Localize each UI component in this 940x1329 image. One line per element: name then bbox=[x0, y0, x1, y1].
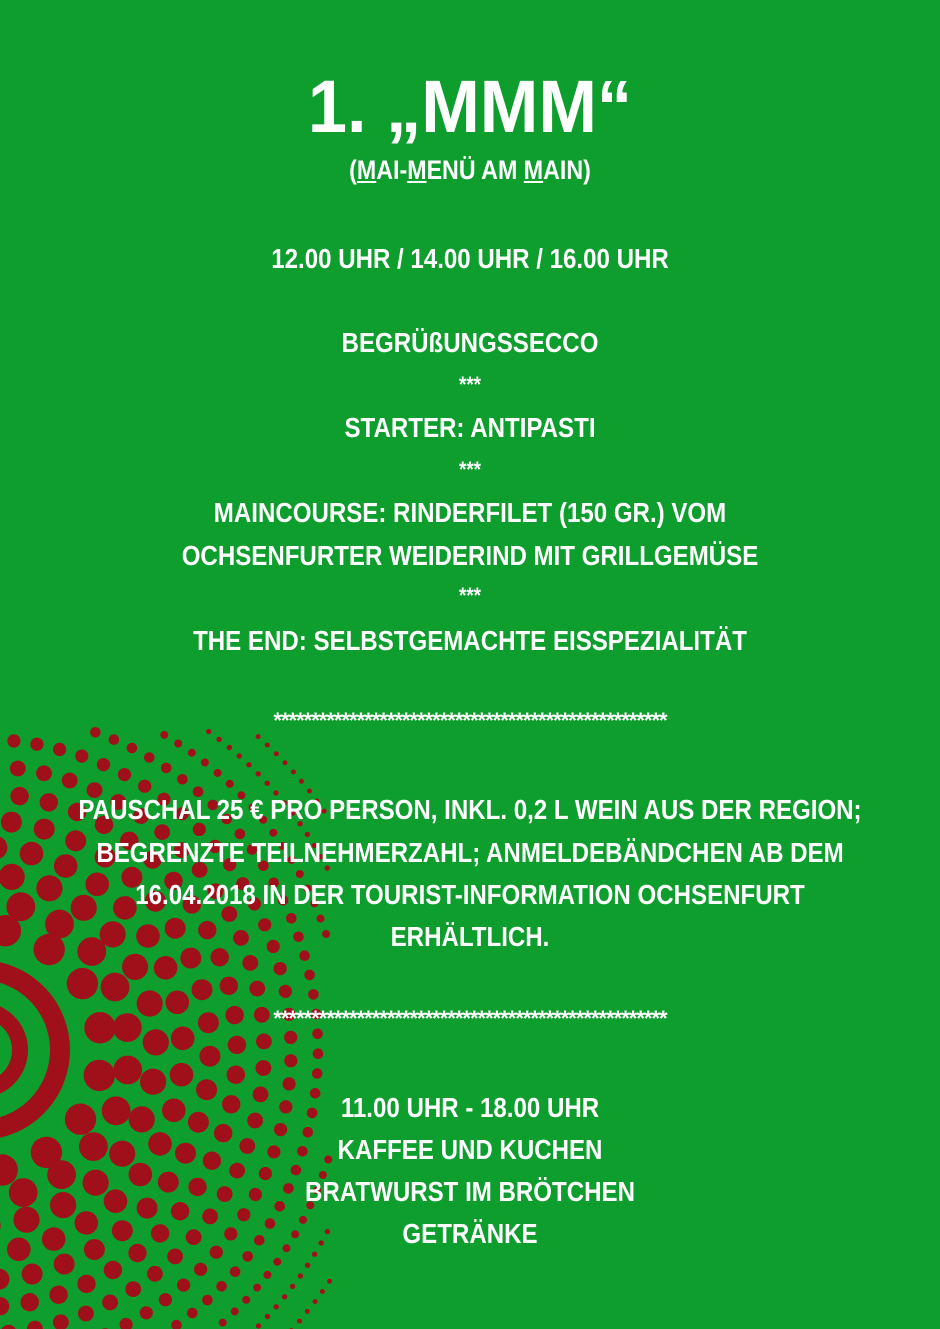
course-dessert: THE END: SELBSTGEMACHTE EISSPEZIALITÄT bbox=[193, 625, 747, 656]
red-dot bbox=[159, 1293, 172, 1306]
red-dot bbox=[279, 985, 292, 998]
red-dot bbox=[265, 781, 270, 786]
red-dot bbox=[199, 1046, 220, 1067]
red-dot bbox=[9, 1178, 38, 1207]
red-dot bbox=[264, 1271, 272, 1279]
red-dot bbox=[256, 1034, 272, 1050]
red-dot bbox=[220, 977, 238, 995]
red-dot bbox=[290, 1284, 295, 1289]
red-dot bbox=[170, 1063, 194, 1087]
dot-ring bbox=[0, 970, 60, 1130]
red-dot bbox=[109, 734, 120, 745]
red-dot bbox=[299, 779, 304, 784]
red-dot bbox=[53, 743, 66, 756]
red-dot bbox=[167, 1249, 183, 1265]
red-dot bbox=[283, 760, 288, 765]
red-dot bbox=[78, 1306, 94, 1322]
red-dot bbox=[242, 955, 258, 971]
red-dot bbox=[1, 1325, 17, 1329]
info-line-3: 16.04.2018 IN DER TOURIST-INFORMATION OCHSENFURT bbox=[135, 879, 805, 910]
red-dot bbox=[256, 734, 261, 739]
red-dot bbox=[265, 743, 270, 748]
red-dot bbox=[297, 1319, 302, 1324]
red-dot bbox=[226, 780, 234, 788]
red-dot bbox=[42, 1227, 66, 1251]
red-dot bbox=[21, 1293, 39, 1311]
red-dot bbox=[143, 1029, 169, 1055]
course-separator: *** bbox=[458, 372, 482, 397]
red-dot bbox=[154, 956, 178, 980]
red-dot bbox=[138, 780, 151, 793]
course-main-line-2: OCHSENFURTER WEIDERIND MIT GRILLGEMÜSE bbox=[181, 540, 759, 571]
info-line-2: BEGRENZTE TEILNEHMERZAHL; ANMELDEBÄNDCHEN AB DEM bbox=[96, 837, 844, 868]
red-dot bbox=[313, 1299, 318, 1304]
red-dot bbox=[144, 752, 155, 763]
red-dot bbox=[216, 1281, 227, 1292]
course-starter: STARTER: ANTIPASTI bbox=[344, 412, 596, 443]
page-subtitle: (MAI-MENÜ AM MAIN) bbox=[349, 155, 591, 185]
extras-item-bratwurst: BRATWURST IM BRÖTCHEN bbox=[305, 1176, 635, 1207]
red-dot bbox=[253, 1284, 261, 1292]
red-dot bbox=[312, 1068, 323, 1079]
red-dot bbox=[161, 763, 172, 774]
course-main-line-1: MAINCOURSE: RINDERFILET (150 GR.) VOM bbox=[213, 497, 727, 528]
red-dot bbox=[313, 1048, 324, 1059]
extras-hours: 11.00 UHR - 18.00 UHR bbox=[340, 1092, 600, 1123]
red-dot bbox=[177, 1279, 190, 1292]
red-dot bbox=[256, 1060, 272, 1076]
red-dot bbox=[273, 1258, 281, 1266]
red-dot bbox=[0, 864, 25, 890]
red-dot bbox=[113, 1056, 142, 1085]
red-dot bbox=[188, 749, 196, 757]
course-separator: *** bbox=[458, 457, 482, 482]
red-dot bbox=[214, 769, 222, 777]
red-dot bbox=[202, 1295, 213, 1306]
red-dot bbox=[147, 1266, 163, 1282]
red-dot bbox=[125, 1281, 141, 1297]
red-dot bbox=[102, 1295, 118, 1311]
red-dot bbox=[242, 1251, 253, 1262]
menu-times: 12.00 UHR / 14.00 UHR / 16.00 UHR bbox=[271, 243, 669, 274]
page-title: 1. „MMM“ bbox=[307, 65, 633, 148]
red-dot bbox=[227, 1066, 245, 1084]
divider-bottom: **************************************************** bbox=[273, 1006, 667, 1031]
red-dot bbox=[36, 765, 52, 781]
red-dot bbox=[305, 1309, 310, 1314]
red-dot bbox=[36, 875, 62, 901]
red-dot bbox=[67, 968, 98, 999]
divider-top: **************************************************** bbox=[273, 708, 667, 733]
red-dot bbox=[34, 819, 55, 840]
red-dot bbox=[40, 793, 58, 811]
red-dot bbox=[246, 762, 251, 767]
red-dot bbox=[177, 774, 188, 785]
red-dot bbox=[327, 1279, 332, 1284]
red-dot bbox=[27, 1321, 43, 1329]
red-dot bbox=[10, 761, 26, 777]
red-dot bbox=[53, 1314, 69, 1329]
red-dot bbox=[296, 870, 304, 878]
red-dot bbox=[97, 758, 110, 771]
red-dot bbox=[7, 734, 20, 747]
red-dot bbox=[194, 1263, 207, 1276]
red-dot bbox=[122, 954, 148, 980]
info-line-1: PAUSCHAL 25 € PRO PERSON, INKL. 0,2 L WEIN AUS DER REGION; bbox=[78, 794, 862, 825]
red-dot bbox=[13, 1207, 39, 1233]
info-line-4: ERHÄLTLICH. bbox=[390, 921, 550, 952]
red-dot bbox=[20, 842, 44, 866]
red-dot bbox=[231, 1307, 239, 1315]
red-dot bbox=[298, 1273, 303, 1278]
red-dot bbox=[104, 1261, 122, 1279]
red-dot bbox=[54, 1254, 75, 1275]
red-dot bbox=[291, 769, 296, 774]
red-dot bbox=[0, 836, 7, 860]
extras-item-coffee: KAFFEE UND KUCHEN bbox=[337, 1134, 603, 1165]
red-dot bbox=[228, 1036, 246, 1054]
red-dot bbox=[0, 1269, 9, 1290]
red-dot bbox=[304, 970, 315, 981]
red-dot bbox=[282, 1294, 287, 1299]
red-dot bbox=[305, 1263, 310, 1268]
red-dot bbox=[256, 1323, 261, 1328]
extras-item-drinks: GETRÄNKE bbox=[402, 1218, 538, 1249]
red-dot bbox=[49, 1286, 67, 1304]
red-dot bbox=[62, 773, 78, 789]
red-dot bbox=[7, 1238, 31, 1262]
red-dot bbox=[34, 934, 65, 965]
red-dot bbox=[120, 1318, 133, 1329]
red-dot bbox=[256, 771, 261, 776]
red-dot bbox=[283, 1077, 296, 1090]
red-dot bbox=[84, 1060, 115, 1091]
red-dot bbox=[75, 750, 88, 763]
red-dot bbox=[0, 1297, 9, 1315]
red-dot bbox=[312, 1252, 317, 1257]
red-dot bbox=[171, 1320, 182, 1329]
red-dot bbox=[0, 1213, 1, 1239]
red-dot bbox=[187, 1308, 198, 1319]
course-welcome: BEGRÜßUNGSSECCO bbox=[341, 327, 599, 358]
course-separator: *** bbox=[458, 583, 482, 608]
red-dot bbox=[10, 787, 28, 805]
red-dot bbox=[237, 753, 242, 758]
red-dot bbox=[219, 1319, 227, 1327]
red-dot bbox=[320, 1289, 325, 1294]
red-dot bbox=[127, 743, 138, 754]
red-dot bbox=[77, 1275, 95, 1293]
red-dot bbox=[307, 789, 312, 794]
red-dot bbox=[274, 962, 287, 975]
red-dot bbox=[30, 738, 43, 751]
red-dot bbox=[101, 973, 130, 1002]
red-dot bbox=[192, 979, 213, 1000]
red-dot bbox=[284, 1031, 297, 1044]
red-dot bbox=[274, 751, 279, 756]
red-dot bbox=[308, 989, 319, 1000]
red-dot bbox=[140, 1069, 166, 1095]
red-dot bbox=[6, 892, 35, 921]
red-dot bbox=[118, 768, 131, 781]
red-dot bbox=[291, 1165, 302, 1176]
red-dot bbox=[265, 1314, 270, 1319]
red-dot bbox=[249, 981, 265, 997]
red-dot bbox=[269, 829, 277, 837]
red-dot bbox=[284, 1054, 297, 1067]
red-dot bbox=[216, 737, 221, 742]
red-dot bbox=[1, 812, 22, 833]
red-dot bbox=[274, 1304, 279, 1309]
red-dot bbox=[227, 745, 232, 750]
red-dot bbox=[201, 759, 209, 767]
red-dot bbox=[22, 1264, 43, 1285]
red-dot bbox=[242, 1296, 250, 1304]
red-dot bbox=[174, 740, 182, 748]
red-dot bbox=[230, 1266, 241, 1277]
red-dot bbox=[140, 1306, 153, 1319]
